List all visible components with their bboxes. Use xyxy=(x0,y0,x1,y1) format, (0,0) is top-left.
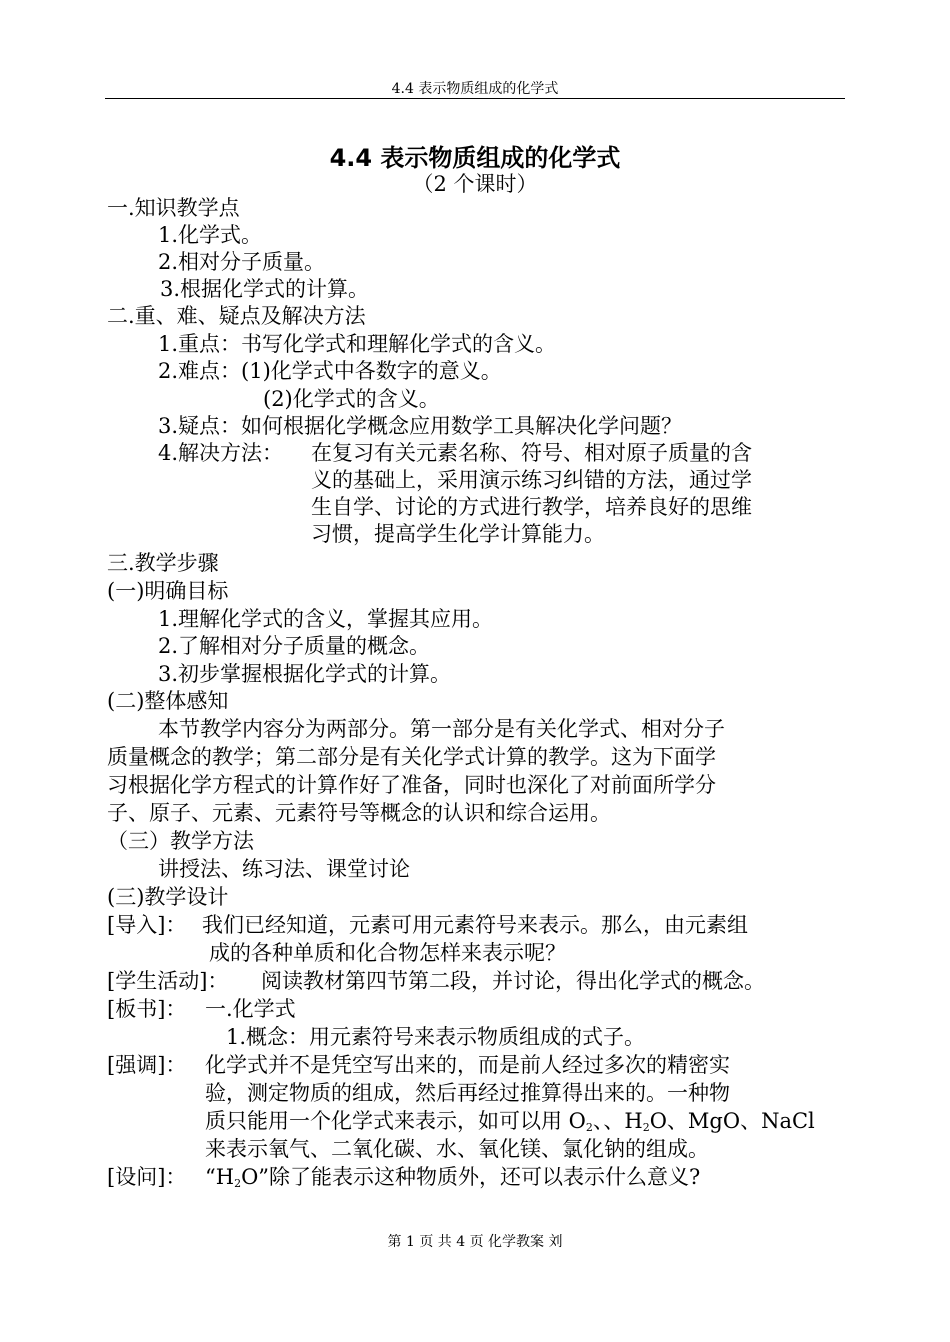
question-part: “H xyxy=(205,1165,235,1189)
difficulty-2: (2)化学式的含义。 xyxy=(263,387,440,411)
section3-heading: 三.教学步骤 xyxy=(107,551,219,575)
emphasis-line-formulas xyxy=(205,1108,815,1135)
emphasis-text: 质只能用一个化学式来表示，如可以用 O xyxy=(205,1109,586,1133)
page-footer: 第 1 页 共 4 页 化学教案 刘 xyxy=(387,1234,563,1250)
emphasis-label: [强调]： xyxy=(107,1053,187,1077)
intro-label: [导入]： xyxy=(107,913,187,937)
section1-heading: 一.知识教学点 xyxy=(107,196,240,220)
difficulty-1: 2.难点：(1)化学式中各数字的意义。 xyxy=(158,359,502,383)
method-line: 习惯，提高学生化学计算能力。 xyxy=(311,522,605,546)
emphasis-text: 、、H xyxy=(592,1109,643,1133)
document-title: 4.4 表示物质组成的化学式 xyxy=(329,144,621,172)
header-divider xyxy=(105,98,845,99)
emphasis-line: 化学式并不是凭空写出来的，而是前人经过多次的精密实 xyxy=(205,1053,730,1077)
section2-heading: 二.重、难、疑点及解决方法 xyxy=(107,304,366,328)
overview-heading: (二)整体感知 xyxy=(107,689,229,713)
activity-label: [学生活动]： xyxy=(107,969,229,993)
question-text xyxy=(205,1164,700,1191)
subscript: 2 xyxy=(585,1121,593,1134)
method-line: 生自学、讨论的方式进行教学，培养良好的思维 xyxy=(311,495,752,519)
goal-heading: (一)明确目标 xyxy=(107,579,229,603)
sec1-item: 2.相对分子质量。 xyxy=(158,250,326,274)
goal-item: 3.初步掌握根据化学式的计算。 xyxy=(158,662,452,686)
question-label: [设问]： xyxy=(107,1165,187,1189)
subscript: 2 xyxy=(234,1177,242,1190)
page-header: 4.4 表示物质组成的化学式 xyxy=(391,81,559,97)
sec1-item: 3.根据化学式的计算。 xyxy=(160,277,370,301)
emphasis-line: 验，测定物质的组成，然后再经过推算得出来的。一种物 xyxy=(205,1081,730,1105)
question-part: O”除了能表示这种物质外，还可以表示什么意义? xyxy=(241,1165,701,1189)
overview-line: 子、原子、元素、元素符号等概念的认识和综合运用。 xyxy=(107,801,611,825)
activity-text: 阅读教材第四节第二段，并讨论，得出化学式的概念。 xyxy=(261,969,765,993)
method-line: 在复习有关元素名称、符号、相对原子质量的含 xyxy=(311,441,752,465)
document-subtitle: （2 个课时） xyxy=(412,172,538,196)
method-text: 讲授法、练习法、课堂讨论 xyxy=(158,857,410,881)
sec1-item: 1.化学式。 xyxy=(158,223,263,247)
overview-line: 质量概念的教学；第二部分是有关化学式计算的教学。这为下面学 xyxy=(107,745,716,769)
design-heading: (三)教学设计 xyxy=(107,885,229,909)
board-label: [板书]： xyxy=(107,997,187,1021)
key-point: 1.重点：书写化学式和理解化学式的含义。 xyxy=(158,332,557,356)
subscript: 2 xyxy=(642,1121,650,1134)
method-line: 义的基础上，采用演示练习纠错的方法，通过学 xyxy=(311,468,752,492)
doubt-point: 3.疑点：如何根据化学概念应用数学工具解决化学问题？ xyxy=(158,414,683,438)
board-item: 1.概念：用元素符号来表示物质组成的式子。 xyxy=(226,1025,646,1049)
intro-line: 我们已经知道，元素可用元素符号来表示。那么，由元素组 xyxy=(202,913,748,937)
overview-line: 本节教学内容分为两部分。第一部分是有关化学式、相对分子 xyxy=(158,717,725,741)
method-label: 4.解决方法： xyxy=(158,441,284,465)
emphasis-line: 来表示氧气、二氧化碳、水、氧化镁、氯化钠的组成。 xyxy=(205,1137,709,1161)
board-heading: 一.化学式 xyxy=(205,997,296,1021)
goal-item: 2.了解相对分子质量的概念。 xyxy=(158,634,431,658)
overview-line: 习根据化学方程式的计算作好了准备，同时也深化了对前面所学分 xyxy=(107,773,716,797)
goal-item: 1.理解化学式的含义，掌握其应用。 xyxy=(158,607,494,631)
intro-line: 成的各种单质和化合物怎样来表示呢？ xyxy=(209,941,566,965)
method-heading: （三）教学方法 xyxy=(107,829,254,853)
emphasis-text: O、MgO、NaCl xyxy=(649,1109,815,1133)
